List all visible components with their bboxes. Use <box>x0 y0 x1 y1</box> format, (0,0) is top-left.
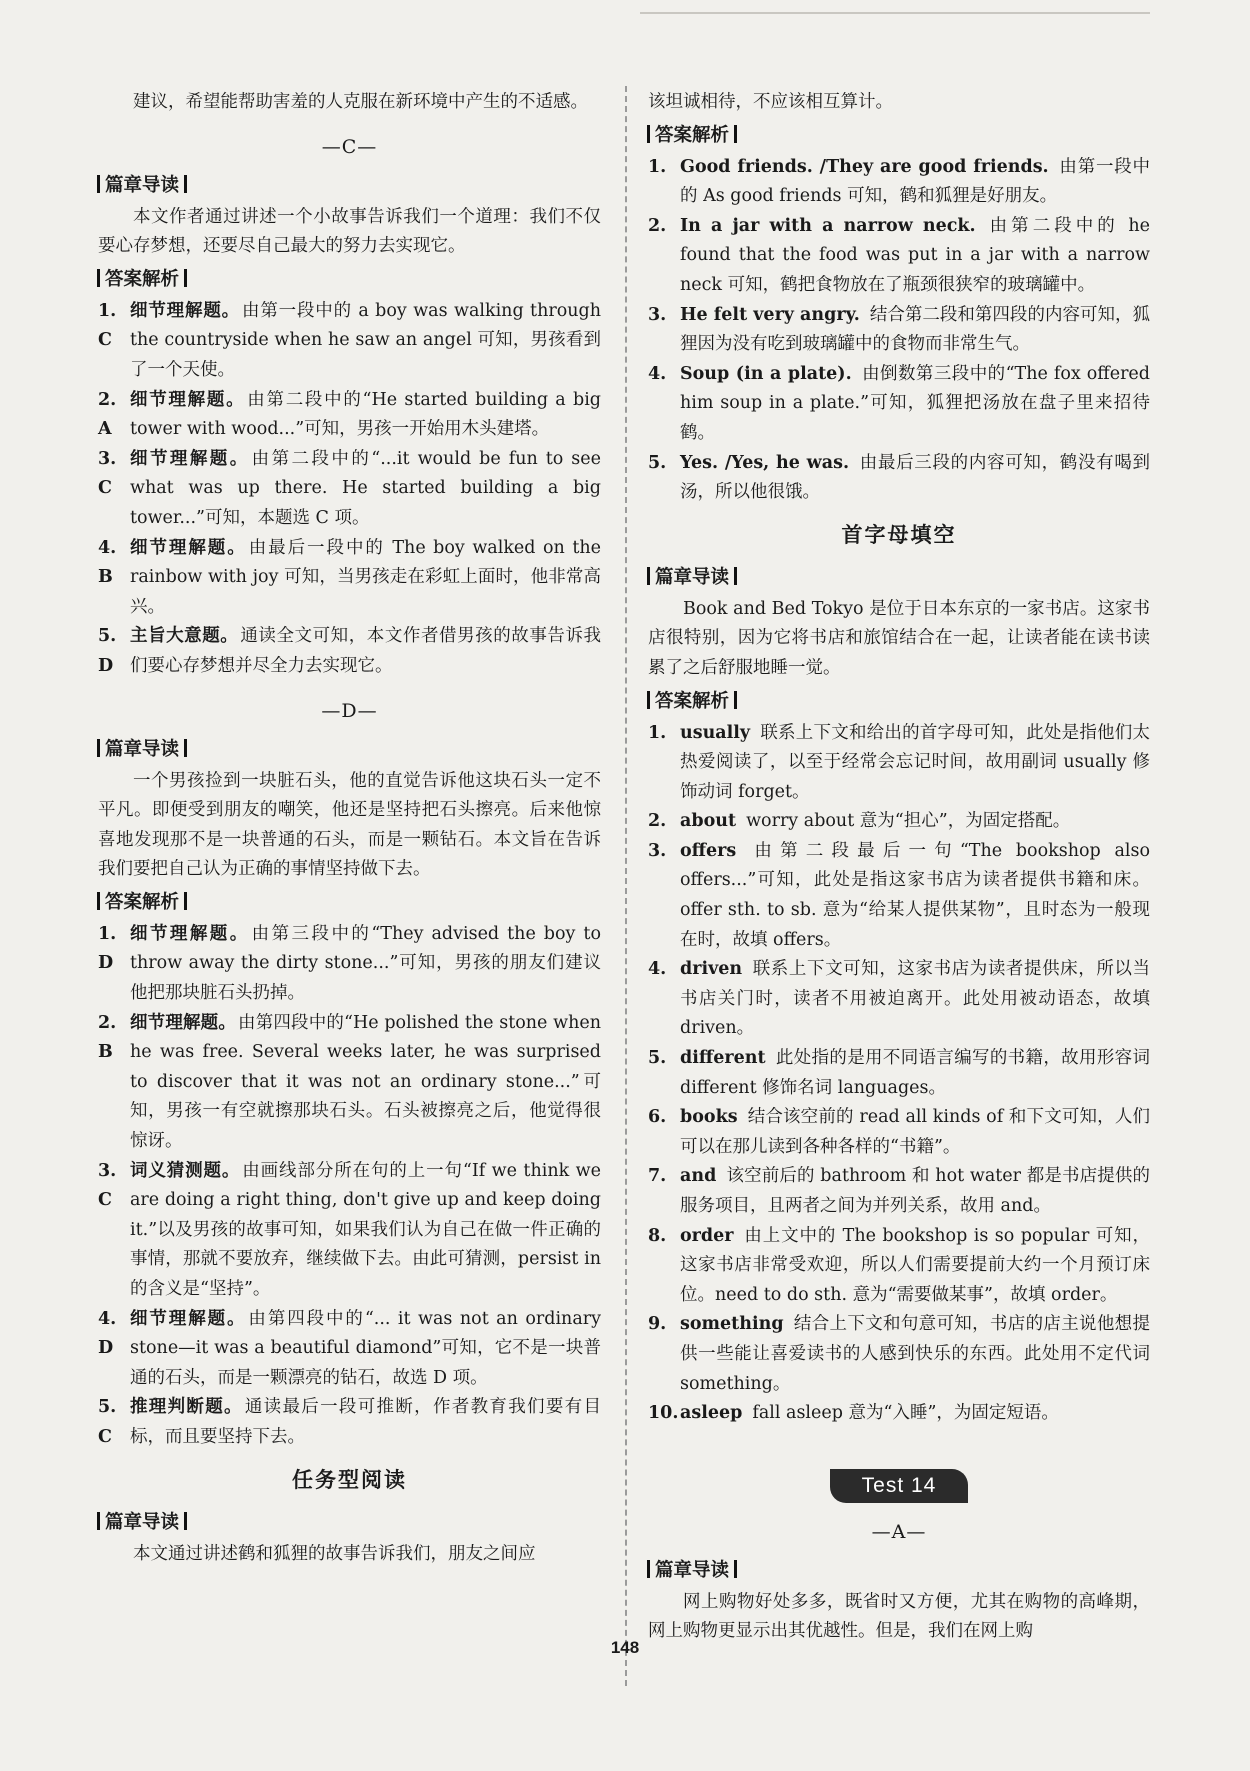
answer-item <box>98 1305 601 1394</box>
answer-number: 3. C <box>98 448 117 499</box>
answer-key: He felt very angry. <box>680 304 860 325</box>
c-intro: 本文作者通过讲述一个小故事告诉我们一个道理：我们不仅要心存梦想，还要尽自己最大的努力去实现它。 <box>98 206 601 257</box>
answer-body <box>680 153 1150 212</box>
answer-explanation: 结合该空前的 read all kinds of 和下文可知，人们可以在那儿读到各种各样的“书籍”。 <box>680 1107 1150 1157</box>
answer-explanation: 通读全文可知，本文作者借男孩的故事告诉我们要心存梦想并尽全力去实现它。 <box>130 626 602 676</box>
answer-explanation: 由第二段中的“He started building a big tower with wood...”可知，男孩一开始用木头建塔。 <box>130 389 602 440</box>
tag-intro-label: 篇章导读 <box>105 738 180 760</box>
answer-explanation: 联系上下文和给出的首字母可知，此处是指他们太热爱阅读了，以至于经常会忘记时间，故用副词 usually 修饰动词 forget。 <box>680 722 1150 802</box>
task-reading-heading: 任务型阅读 <box>292 1466 407 1492</box>
answer-explanation: 该空前后的 bathroom 和 hot water 都是书店提供的服务项目，且两者之间为并列关系，故用 and。 <box>680 1166 1150 1216</box>
test-badge-wrap <box>648 1469 1150 1503</box>
answer-number: 2. <box>648 215 667 236</box>
answer-item <box>648 807 1150 837</box>
tag-intro <box>92 170 601 201</box>
answer-item <box>98 1157 601 1305</box>
tag-answers-label: 答案解析 <box>655 124 730 146</box>
answer-explanation: 此处指的是用不同语言编写的书籍，故用形容词 different 修饰名词 languages。 <box>680 1048 1150 1098</box>
answer-item <box>98 1009 601 1157</box>
answer-body <box>680 1399 1150 1429</box>
answer-body <box>680 955 1150 1044</box>
answer-item <box>648 1103 1150 1162</box>
tag-answers <box>92 887 601 918</box>
answer-explanation: 由最后一段中的 The boy walked on the rainbow with joy 可知，当男孩走在彩虹上面时，他非常高兴。 <box>130 537 601 617</box>
answer-body <box>130 1009 601 1157</box>
answer-body <box>680 212 1150 301</box>
answer-number: 3. C <box>98 1160 117 1211</box>
answer-number: 1. C <box>98 300 117 351</box>
cloze-answer-list <box>648 719 1150 1429</box>
answer-item <box>648 301 1150 360</box>
tag-intro-label: 篇章导读 <box>655 1559 730 1581</box>
answer-item <box>648 360 1150 449</box>
answer-key: Yes. /Yes, he was. <box>680 452 850 473</box>
answer-explanation: 由第三段中的“They advised the boy to throw away the dirty stone...”可知，男孩的朋友们建议他把那块脏石头扔掉。 <box>130 923 602 1004</box>
answer-number: 10. <box>648 1403 679 1424</box>
answer-item <box>648 837 1150 955</box>
right-column <box>648 88 1150 1647</box>
answer-explanation: 由上文中的 The bookshop is so popular 可知，这家书店非常受欢迎，所以人们需要提前大约一个月预订床位。need to do sth. 意为“需要做某事”，故填 order。 <box>680 1225 1150 1305</box>
answer-body <box>130 1305 601 1394</box>
answer-number: 8. <box>648 1225 667 1246</box>
tag-intro-label: 篇章导读 <box>105 1511 180 1533</box>
answer-number: 1. <box>648 722 667 743</box>
answer-explanation: 联系上下文可知，这家书店为读者提供床，所以当书店关门时，读者不用被迫离开。此处用被动语态，故填 driven。 <box>680 959 1150 1039</box>
part-c-heading: —C— <box>321 135 378 158</box>
answer-number: 1. <box>648 156 667 177</box>
cloze-heading: 首字母填空 <box>841 521 957 547</box>
answer-number: 7. <box>648 1166 667 1187</box>
part-d-heading: —D— <box>321 699 378 722</box>
answer-body <box>680 301 1150 360</box>
answer-number: 2. A <box>98 389 117 440</box>
answer-explanation: 由第二段最后一句“The bookshop also offers...”可知，此处是指这家书店为读者提供书籍和床。offer sth. to sb. 意为“给某人提供某物”，且时态为一般现在时，故填 offers。 <box>680 840 1150 950</box>
answer-item <box>648 153 1150 212</box>
question-type: 细节理解题。 <box>130 1308 247 1329</box>
answer-body <box>680 360 1150 449</box>
part-a-heading: —A— <box>871 1520 927 1543</box>
answer-key: driven <box>680 959 743 980</box>
answer-item <box>98 534 601 623</box>
answer-explanation: 由最后三段的内容可知，鹤没有喝到汤，所以他很饿。 <box>680 452 1151 503</box>
answer-item <box>648 1044 1150 1103</box>
question-type: 细节理解题。 <box>130 537 247 558</box>
answer-body <box>130 297 601 386</box>
answer-item <box>98 297 601 386</box>
answer-key: Good friends. /They are good friends. <box>680 156 1049 177</box>
answer-key: books <box>680 1107 738 1128</box>
question-type: 细节理解题。 <box>130 448 250 469</box>
answer-key: offers <box>680 840 737 861</box>
task-intro-end: 该坦诚相待，不应该相互算计。 <box>648 92 893 112</box>
answer-number: 4. D <box>98 1308 117 1359</box>
answer-key: and <box>680 1166 717 1187</box>
answer-explanation: 由画线部分所在句的上一句“If we think we are doing a right thing, don't give up and keep doing it.”以及男孩的故事可知，如果我们认为自己在做一件正确的事情，那就不要放弃，继续做下去。由此可猜测，persist in 的含义是“坚持”。 <box>130 1160 601 1299</box>
answer-key: asleep <box>680 1403 743 1424</box>
answer-item <box>98 386 601 445</box>
answer-body <box>680 1222 1150 1311</box>
answer-explanation: 由第四段中的“... it was not an ordinary stone—it was a beautiful diamond”可知，它不是一块普通的石头，而是一颗漂亮的钻石，故选 D 项。 <box>130 1308 602 1388</box>
answer-number: 4. B <box>98 537 117 588</box>
answer-item <box>98 1393 601 1452</box>
question-type: 细节理解题。 <box>130 1012 237 1033</box>
answer-body <box>130 1393 601 1452</box>
tag-intro-label: 篇章导读 <box>655 566 730 588</box>
tag-intro <box>92 734 601 765</box>
answer-item <box>648 1162 1150 1221</box>
answer-body <box>680 1310 1150 1399</box>
tag-intro-label: 篇章导读 <box>105 174 180 196</box>
answer-explanation: 由第二段中的 he found that the food was put in a jar with a narrow neck 可知，鹤把食物放在了瓶颈很狭窄的玻璃罐中。 <box>680 215 1150 295</box>
tag-answers-label: 答案解析 <box>655 690 730 712</box>
answer-explanation: 由第一段中的 As good friends 可知，鹤和狐狸是好朋友。 <box>680 156 1150 207</box>
answer-number: 6. <box>648 1107 667 1128</box>
answer-explanation: 由第一段中的 a boy was walking through the countryside when he saw an angel 可知，男孩看到了一个天使。 <box>130 300 602 380</box>
answer-explanation: worry about 意为“担心”，为固定搭配。 <box>746 811 1071 832</box>
tag-answers-label: 答案解析 <box>105 891 180 913</box>
answer-body <box>130 445 601 534</box>
answer-number: 4. <box>648 363 667 384</box>
answer-item <box>648 955 1150 1044</box>
column-divider <box>625 86 627 1686</box>
answer-body <box>130 1157 601 1305</box>
answer-number: 4. <box>648 959 667 980</box>
d-intro: 一个男孩捡到一块脏石头，他的直觉告诉他这块石头一定不平凡。即便受到朋友的嘲笑，他还是坚持把石头擦亮。后来他惊喜地发现那不是一块普通的石头，而是一颗钻石。本文旨在告诉我们要把自己认为正确的事情坚持做下去。 <box>98 770 601 880</box>
answer-key: order <box>680 1225 734 1246</box>
a-intro: 网上购物好处多多，既省时又方便，尤其在购物的高峰期，网上购物更显示出其优越性。但是，我们在网上购 <box>648 1591 1150 1642</box>
answer-body <box>680 837 1150 955</box>
answer-item <box>648 1222 1150 1311</box>
answer-number: 5. <box>648 452 667 473</box>
left-column <box>98 88 601 1569</box>
header-rule <box>640 12 1150 14</box>
answer-number: 2. <box>648 811 667 832</box>
question-type: 细节理解题。 <box>130 300 240 321</box>
question-type: 细节理解题。 <box>130 923 250 944</box>
answer-key: In a jar with a narrow neck. <box>680 215 976 236</box>
answer-number: 1. D <box>98 923 117 974</box>
tag-intro <box>642 1555 1150 1586</box>
task-answer-list <box>648 153 1150 508</box>
answer-explanation: 由第四段中的“He polished the stone when he was free. Several weeks later, he was surprised to discover that it was not an ordinary stone...”可知，男孩一有空就擦那块石头。石头被擦亮之后，他觉得很惊讶。 <box>130 1012 602 1152</box>
tag-answers <box>642 686 1150 717</box>
cloze-intro: Book and Bed Tokyo 是位于日本东京的一家书店。这家书店很特别，因为它将书店和旅馆结合在一起，让读者能在读书读累了之后舒服地睡一觉。 <box>648 598 1150 678</box>
tag-answers-label: 答案解析 <box>105 268 180 290</box>
question-type: 词义猜测题。 <box>130 1160 241 1181</box>
answer-number: 9. <box>648 1314 667 1335</box>
answer-key: Soup (in a plate). <box>680 363 852 384</box>
answer-key: something <box>680 1314 784 1335</box>
answer-explanation: 通读最后一段可推断，作者教育我们要有目标，而且要坚持下去。 <box>130 1397 601 1447</box>
answer-key: usually <box>680 722 751 743</box>
answer-number: 5. D <box>98 626 117 676</box>
answer-body <box>130 622 601 681</box>
answer-explanation: 由倒数第三段中的“The fox offered him soup in a plate.”可知，狐狸把汤放在盘子里来招待鹤。 <box>680 363 1150 443</box>
answer-item <box>648 1310 1150 1399</box>
answer-body <box>130 534 601 623</box>
answer-item <box>98 920 601 1009</box>
answer-body <box>680 1162 1150 1221</box>
answer-number: 5. <box>648 1048 667 1069</box>
page-number: 148 <box>610 1638 640 1657</box>
answer-explanation: fall asleep 意为“入睡”，为固定短语。 <box>752 1403 1059 1424</box>
answer-explanation: 结合第二段和第四段的内容可知，狐狸因为没有吃到玻璃罐中的食物而非常生气。 <box>680 304 1151 355</box>
tag-intro <box>642 562 1150 593</box>
answer-number: 3. <box>648 840 667 861</box>
answer-item <box>98 622 601 681</box>
c-intro-tail: 建议，希望能帮助害羞的人克服在新环境中产生的不适感。 <box>133 92 588 112</box>
answer-body <box>680 807 1150 837</box>
answer-number: 5. C <box>98 1397 117 1447</box>
question-type: 主旨大意题。 <box>130 626 239 647</box>
test-badge: Test 14 <box>830 1469 969 1503</box>
task-intro-start: 本文通过讲述鹤和狐狸的故事告诉我们，朋友之间应 <box>133 1543 536 1564</box>
answer-body <box>680 719 1150 808</box>
answer-explanation: 由第二段中的“...it would be fun to see what was up there. He started building a big tower...”可知，本题选 C 项。 <box>130 448 602 528</box>
tag-answers <box>92 264 601 295</box>
question-type: 推理判断题。 <box>130 1397 243 1418</box>
tag-answers <box>642 120 1150 151</box>
answer-body <box>130 920 601 1009</box>
answer-body <box>680 1044 1150 1103</box>
answer-item <box>648 719 1150 808</box>
answer-key: about <box>680 811 737 832</box>
c-answer-list <box>98 297 601 682</box>
answer-item <box>98 445 601 534</box>
answer-key: different <box>680 1048 766 1069</box>
answer-item <box>648 449 1150 508</box>
question-type: 细节理解题。 <box>130 389 246 410</box>
answer-item <box>648 1399 1150 1429</box>
answer-body <box>130 386 601 445</box>
d-answer-list <box>98 920 601 1453</box>
answer-body <box>680 1103 1150 1162</box>
answer-explanation: 结合上下文和句意可知，书店的店主说他想提供一些能让喜爱读书的人感到快乐的东西。此处用不定代词 something。 <box>680 1314 1150 1394</box>
answer-number: 2. B <box>98 1012 117 1063</box>
answer-body <box>680 449 1150 508</box>
answer-item <box>648 212 1150 301</box>
tag-intro <box>92 1507 601 1538</box>
answer-number: 3. <box>648 304 667 325</box>
